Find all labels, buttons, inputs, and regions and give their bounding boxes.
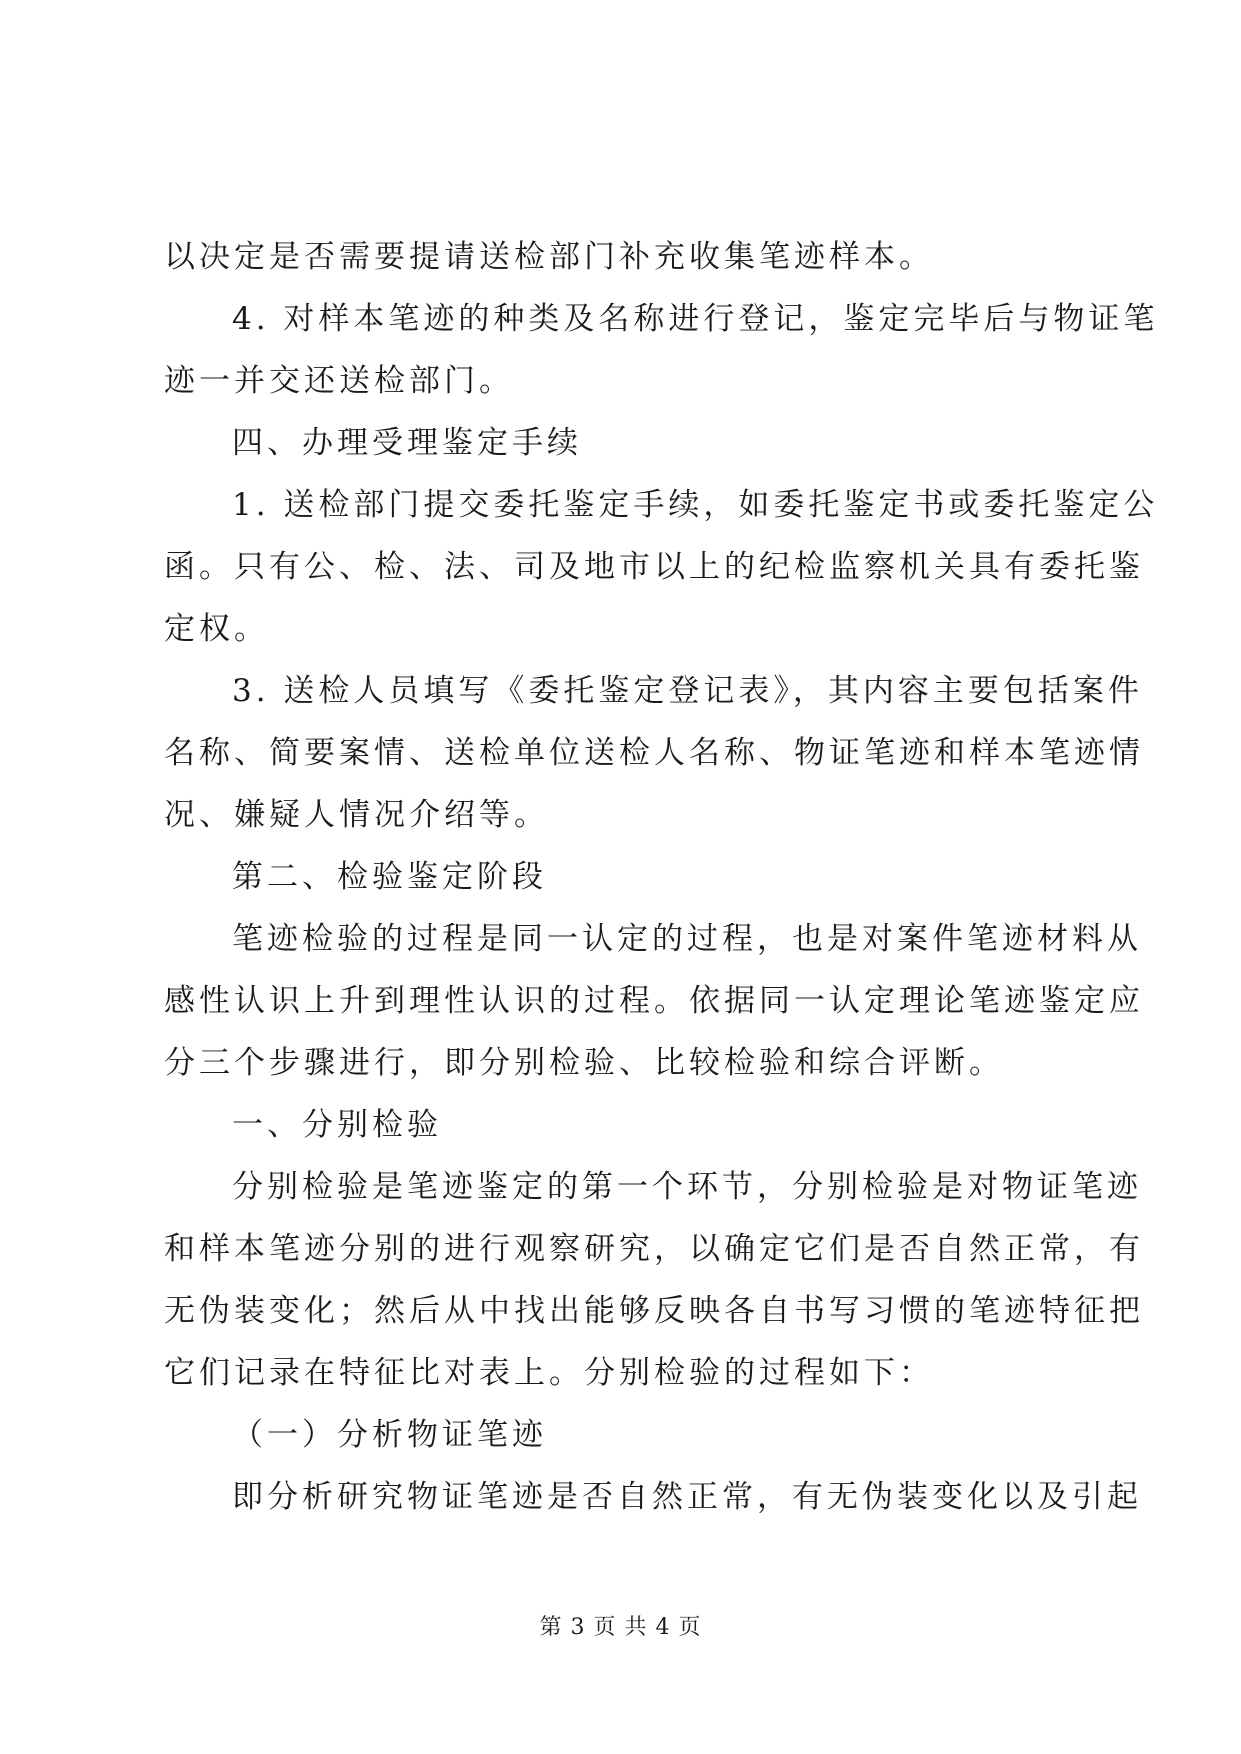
paragraph-line: 和样本笔迹分别的进行观察研究，以确定它们是否自然正常，有: [164, 1231, 1144, 1267]
paragraph-line: 3. 送检人员填写《委托鉴定登记表》，其内容主要包括案件: [232, 673, 1143, 709]
paragraph-line: 即分析研究物证笔迹是否自然正常，有无伪装变化以及引起: [232, 1479, 1142, 1515]
section-heading: 一、分别检验: [232, 1107, 442, 1143]
paragraph-line: 感性认识上升到理性认识的过程。依据同一认定理论笔迹鉴定应: [164, 983, 1144, 1019]
page-footer: [0, 1610, 1241, 1641]
document-body: [164, 226, 1159, 1528]
paragraph-line: 它们记录在特征比对表上。分别检验的过程如下：: [164, 1355, 934, 1391]
paragraph-line: 名称、简要案情、送检单位送检人名称、物证笔迹和样本笔迹情: [164, 735, 1144, 771]
paragraph-line: 4. 对样本笔迹的种类及名称进行登记，鉴定完毕后与物证笔: [232, 301, 1159, 337]
subsection-heading: （一）分析物证笔迹: [232, 1417, 547, 1453]
paragraph-line: 以决定是否需要提请送检部门补充收集笔迹样本。: [164, 239, 934, 275]
paragraph-line: 况、嫌疑人情况介绍等。: [164, 797, 549, 833]
paragraph-line: 定权。: [164, 611, 269, 647]
paragraph-line: 函。只有公、检、法、司及地市以上的纪检监察机关具有委托鉴: [164, 549, 1144, 585]
paragraph-line: 分别检验是笔迹鉴定的第一个环节，分别检验是对物证笔迹: [232, 1169, 1142, 1205]
paragraph-line: 分三个步骤进行，即分别检验、比较检验和综合评断。: [164, 1045, 1004, 1081]
section-heading: 四、办理受理鉴定手续: [232, 425, 582, 461]
paragraph-line: 无伪装变化；然后从中找出能够反映各自书写习惯的笔迹特征把: [164, 1293, 1144, 1329]
paragraph-line: 1. 送检部门提交委托鉴定手续，如委托鉴定书或委托鉴定公: [232, 487, 1159, 523]
page-number-label: 第 3 页 共 4 页: [539, 1615, 702, 1640]
paragraph-line: 迹一并交还送检部门。: [164, 363, 514, 399]
section-heading: 第二、检验鉴定阶段: [232, 859, 547, 895]
paragraph-line: 笔迹检验的过程是同一认定的过程，也是对案件笔迹材料从: [232, 921, 1142, 957]
